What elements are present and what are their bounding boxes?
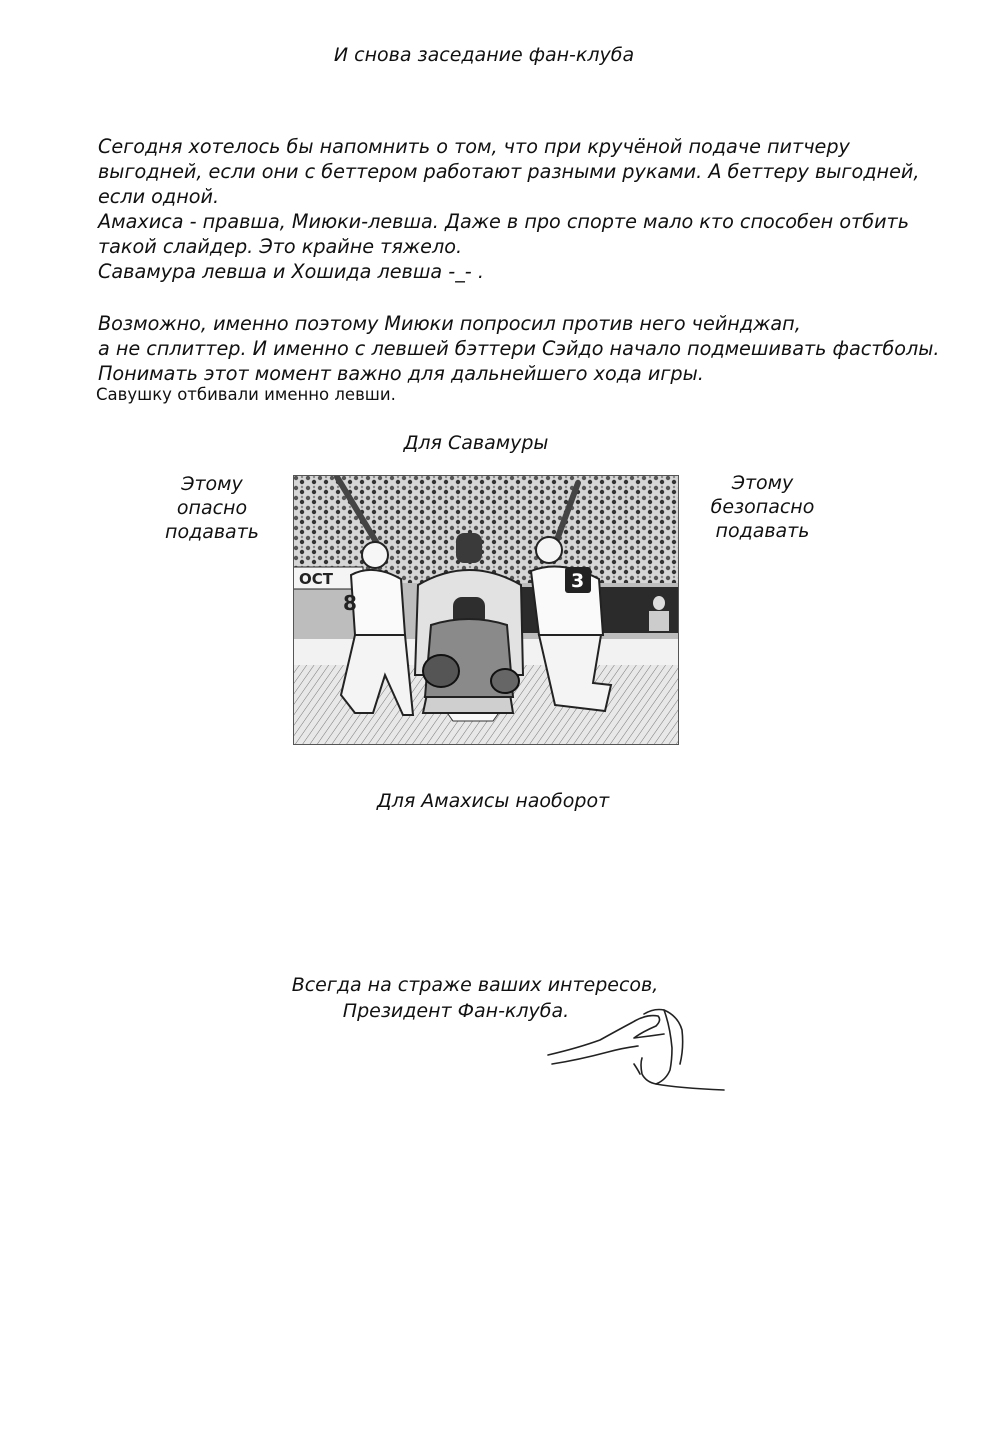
right-batter-number: 3 [571, 570, 585, 592]
dugout-spectator [653, 596, 665, 610]
paragraph-line: Возможно, именно поэтому Миюки попросил против него чейнджап, [98, 312, 801, 335]
note-text: Савушку отбивали именно левши. [96, 385, 396, 404]
label-line: подавать [715, 520, 810, 542]
label-line: Этому [731, 472, 794, 494]
left-batter-jersey [351, 570, 405, 635]
figure-caption-top: Для Савамуры [403, 432, 549, 454]
hand-left-underside [552, 1046, 638, 1064]
right-batter-label [700, 471, 825, 543]
paragraph-line: Понимать этот момент важно для дальнейшего хода игры. [98, 362, 704, 385]
paragraph-line: если одной. [98, 185, 220, 208]
label-line: подавать [165, 521, 259, 543]
hand-right-wrist [656, 1084, 724, 1090]
page-title: И снова заседание фан-клуба [333, 44, 635, 66]
paragraph-2 [98, 311, 940, 386]
banner-text: ОСТ [299, 570, 333, 588]
label-line: опасно [176, 497, 248, 519]
left-batter-legs [341, 635, 413, 715]
dugout-spectator-body [649, 611, 669, 631]
paragraph-line: такой слайдер. Это крайне тяжело. [98, 235, 463, 258]
paragraph-line: а не сплиттер. И именно с левшей бэттери Сэйдо начало подмешивать фастболы. [98, 337, 940, 360]
manga-panel-image [293, 475, 679, 745]
catcher-mitt [423, 655, 459, 687]
hand-right-outline [641, 1010, 672, 1085]
catcher-glove [491, 669, 519, 693]
hand-left-outline [548, 1016, 664, 1055]
t-sign-hands-drawing [538, 1000, 728, 1095]
left-batter-number: 8 [343, 591, 357, 615]
right-batter-helmet [536, 537, 562, 563]
paragraph-1 [98, 134, 919, 284]
umpire-mask [456, 533, 482, 563]
paragraph-line: Сегодня хотелось бы напомнить о том, что при кручёной подаче питчеру [98, 135, 850, 158]
left-batter-helmet [362, 542, 388, 568]
paragraph-line: выгодней, если они с беттером работают разными руками. А беттеру выгодней, [98, 160, 920, 183]
paragraph-line: Амахиса - правша, Миюки-левша. Даже в про спорте мало кто способен отбить [98, 210, 910, 233]
label-line: безопасно [710, 496, 815, 518]
paragraph-line: Савамура левша и Хошида левша -_- . [98, 260, 484, 283]
hand-right-thumb [634, 1064, 640, 1074]
signature-line-1: Всегда на страже ваших интересов, [291, 974, 659, 996]
signature-line-2: Президент Фан-клуба. [342, 1000, 570, 1022]
figure-caption-bottom: Для Амахисы наоборот [376, 790, 610, 812]
label-line: Этому [181, 473, 243, 495]
left-batter-label [152, 472, 272, 544]
